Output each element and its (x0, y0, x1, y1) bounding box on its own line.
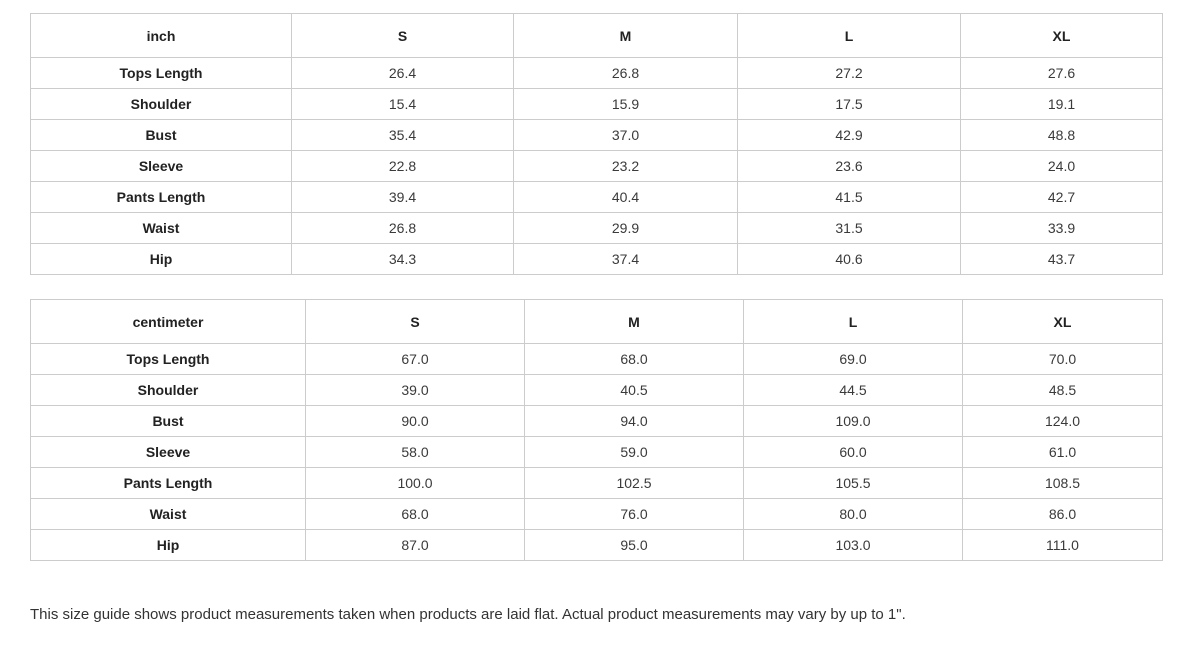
cell-value: 26.8 (514, 58, 738, 89)
col-header-m: M (514, 14, 738, 58)
cell-value: 29.9 (514, 213, 738, 244)
cell-value: 42.9 (738, 120, 961, 151)
cell-value: 31.5 (738, 213, 961, 244)
col-header-xl: XL (963, 300, 1163, 344)
size-table-inch (30, 13, 1163, 275)
cell-value: 24.0 (961, 151, 1163, 182)
cell-value: 111.0 (963, 530, 1163, 561)
table-row-pants-length (31, 468, 1163, 499)
cell-value: 48.5 (963, 375, 1163, 406)
cell-value: 94.0 (525, 406, 744, 437)
cell-value: 37.0 (514, 120, 738, 151)
table-header-row (31, 300, 1163, 344)
row-label: Shoulder (31, 89, 292, 120)
cell-value: 95.0 (525, 530, 744, 561)
table-row-waist (31, 499, 1163, 530)
cell-value: 27.2 (738, 58, 961, 89)
table-header-row (31, 14, 1163, 58)
cell-value: 109.0 (744, 406, 963, 437)
row-label: Pants Length (31, 468, 306, 499)
cell-value: 39.4 (292, 182, 514, 213)
cell-value: 69.0 (744, 344, 963, 375)
table-row-tops-length (31, 344, 1163, 375)
row-label: Tops Length (31, 344, 306, 375)
cell-value: 35.4 (292, 120, 514, 151)
cell-value: 15.4 (292, 89, 514, 120)
cell-value: 17.5 (738, 89, 961, 120)
row-label: Pants Length (31, 182, 292, 213)
cell-value: 40.6 (738, 244, 961, 275)
row-label: Hip (31, 530, 306, 561)
measurement-disclaimer-note: This size guide shows product measurements taken when products are laid flat. Actual product measurements may vary by up to 1". (30, 606, 906, 623)
cell-value: 26.4 (292, 58, 514, 89)
col-header-l: L (744, 300, 963, 344)
cell-value: 41.5 (738, 182, 961, 213)
col-header-m: M (525, 300, 744, 344)
row-label: Shoulder (31, 375, 306, 406)
cell-value: 103.0 (744, 530, 963, 561)
cell-value: 19.1 (961, 89, 1163, 120)
cell-value: 108.5 (963, 468, 1163, 499)
cell-value: 70.0 (963, 344, 1163, 375)
cell-value: 42.7 (961, 182, 1163, 213)
col-header-xl: XL (961, 14, 1163, 58)
cell-value: 48.8 (961, 120, 1163, 151)
cell-value: 40.5 (525, 375, 744, 406)
cell-value: 22.8 (292, 151, 514, 182)
cell-value: 43.7 (961, 244, 1163, 275)
cell-value: 40.4 (514, 182, 738, 213)
row-label: Waist (31, 213, 292, 244)
cell-value: 87.0 (306, 530, 525, 561)
cell-value: 33.9 (961, 213, 1163, 244)
cell-value: 105.5 (744, 468, 963, 499)
table-row-bust (31, 120, 1163, 151)
row-label: Waist (31, 499, 306, 530)
size-table-centimeter (30, 299, 1163, 561)
cell-value: 26.8 (292, 213, 514, 244)
cell-value: 15.9 (514, 89, 738, 120)
cell-value: 61.0 (963, 437, 1163, 468)
table-row-hip (31, 530, 1163, 561)
row-label: Bust (31, 120, 292, 151)
cell-value: 86.0 (963, 499, 1163, 530)
cell-value: 102.5 (525, 468, 744, 499)
row-label: Hip (31, 244, 292, 275)
table-row-hip (31, 244, 1163, 275)
cell-value: 37.4 (514, 244, 738, 275)
cell-value: 27.6 (961, 58, 1163, 89)
unit-header-inch: inch (31, 14, 292, 58)
cell-value: 34.3 (292, 244, 514, 275)
row-label: Sleeve (31, 437, 306, 468)
cell-value: 23.2 (514, 151, 738, 182)
table-row-waist (31, 213, 1163, 244)
col-header-l: L (738, 14, 961, 58)
cell-value: 59.0 (525, 437, 744, 468)
table-row-shoulder (31, 375, 1163, 406)
table-row-sleeve (31, 437, 1163, 468)
row-label: Bust (31, 406, 306, 437)
cell-value: 90.0 (306, 406, 525, 437)
cell-value: 124.0 (963, 406, 1163, 437)
row-label: Sleeve (31, 151, 292, 182)
cell-value: 58.0 (306, 437, 525, 468)
col-header-s: S (306, 300, 525, 344)
cell-value: 68.0 (525, 344, 744, 375)
cell-value: 68.0 (306, 499, 525, 530)
table-row-pants-length (31, 182, 1163, 213)
table-row-shoulder (31, 89, 1163, 120)
row-label: Tops Length (31, 58, 292, 89)
unit-header-centimeter: centimeter (31, 300, 306, 344)
cell-value: 80.0 (744, 499, 963, 530)
cell-value: 39.0 (306, 375, 525, 406)
table-row-sleeve (31, 151, 1163, 182)
table-row-bust (31, 406, 1163, 437)
cell-value: 76.0 (525, 499, 744, 530)
col-header-s: S (292, 14, 514, 58)
cell-value: 67.0 (306, 344, 525, 375)
cell-value: 44.5 (744, 375, 963, 406)
cell-value: 60.0 (744, 437, 963, 468)
table-row-tops-length (31, 58, 1163, 89)
cell-value: 100.0 (306, 468, 525, 499)
cell-value: 23.6 (738, 151, 961, 182)
